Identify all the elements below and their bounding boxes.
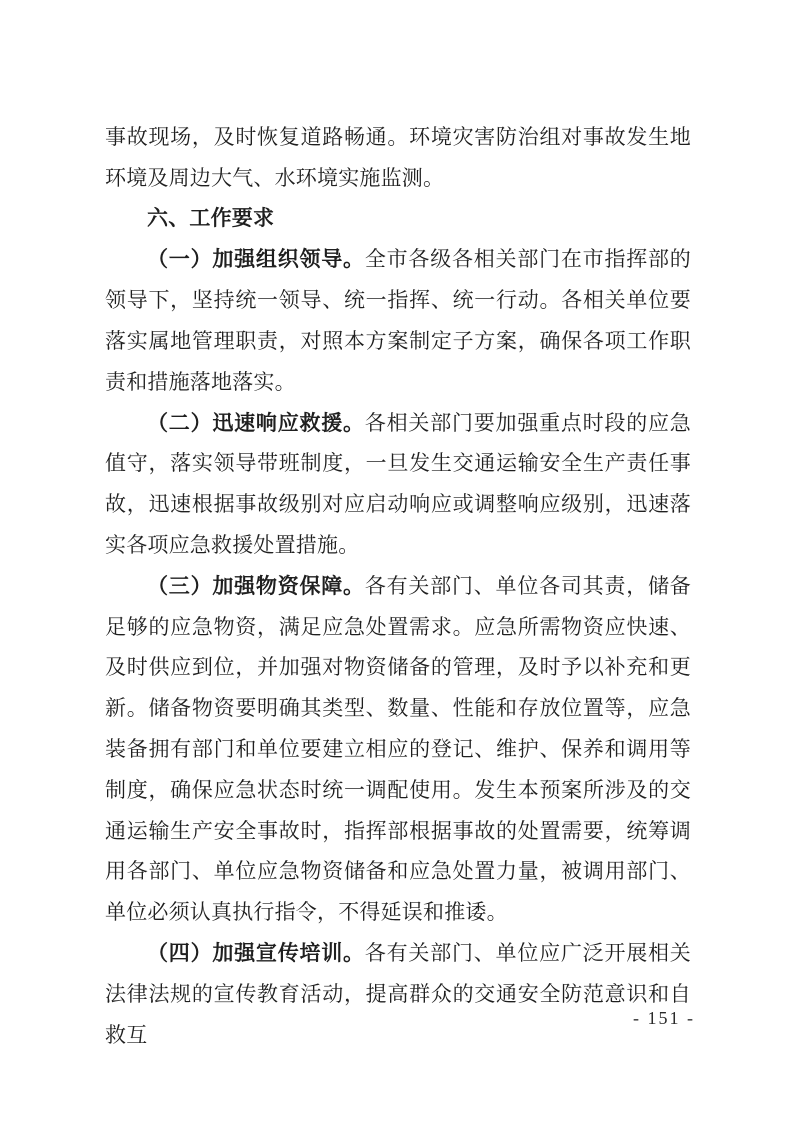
paragraph-text: 全市各级各相关部门在市指挥部的领导下，坚持统一领导、统一指挥、统一行动。各相关单位要落实属地管理职责，对照本方案制定子方案，确保各项工作职责和措施落地落实。 — [105, 247, 692, 394]
page-number: - 151 - — [633, 1008, 695, 1028]
section-heading — [105, 199, 691, 240]
paragraph-lead: （一）加强组织领导。 — [147, 247, 365, 272]
paragraph-item-4 — [105, 933, 691, 1055]
paragraph-text: 事故现场，及时恢复道路畅通。环境灾害防治组对事故发生地环境及周边大气、水环境实施监测。 — [105, 125, 691, 190]
document-body — [105, 117, 691, 1055]
paragraph-lead: （二）迅速响应救援。 — [147, 410, 365, 435]
section-heading-text: 六、工作要求 — [147, 206, 275, 230]
paragraph-item-2 — [105, 403, 691, 566]
paragraph-text: 各有关部门、单位各司其责，储备足够的应急物资，满足应急处置需求。应急所需物资应快速、及时供应到位，并加强对物资储备的管理，及时予以补充和更新。储备物资要明确其类型、数量、性能和存放位置等，应急装备拥有部门和单位要建立相应的登记、维护、保养和调用等制度，确保应急状态时统一调配使用。发生本预案所涉及的交通运输生产安全事故时，指挥部根据事故的处置需要，统筹调用各部门、单位应急物资储备和应急处置力量，被调用部门、单位必须认真执行指令，不得延误和推诿。 — [105, 573, 692, 925]
paragraph-lead: （三）加强物资保障。 — [147, 573, 365, 598]
paragraph-text: 各有关部门、单位应广泛开展相关法律法规的宣传教育活动，提高群众的交通安全防范意识和自救互 — [105, 940, 692, 1047]
paragraph-text: 各相关部门要加强重点时段的应急值守，落实领导带班制度，一旦发生交通运输安全生产责任事故，迅速根据事故级别对应启动响应或调整响应级别，迅速落实各项应急救援处置措施。 — [105, 410, 692, 557]
paragraph-item-1 — [105, 239, 691, 402]
paragraph-lead: （四）加强宣传培训。 — [147, 940, 365, 965]
paragraph-item-3 — [105, 566, 691, 933]
paragraph-continuation — [105, 117, 691, 199]
